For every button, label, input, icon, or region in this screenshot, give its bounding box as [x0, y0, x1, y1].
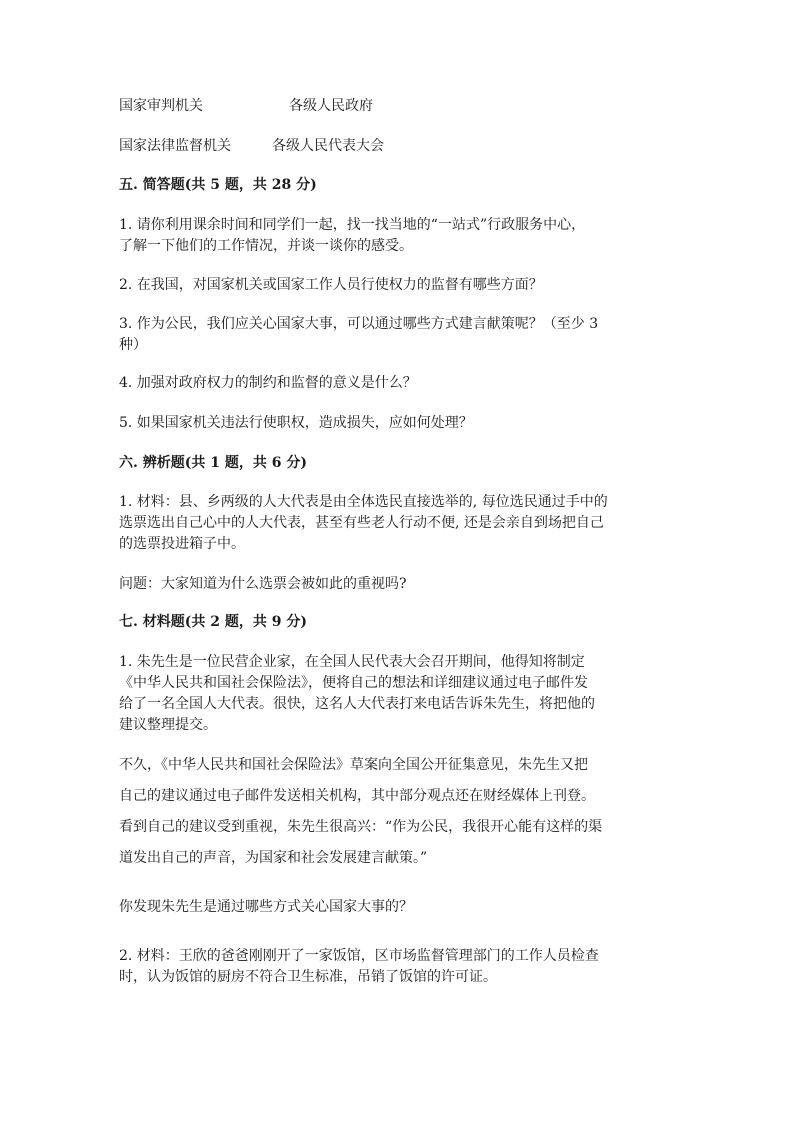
- option-text: 各级人民政府: [289, 98, 373, 114]
- question-7-1-prompt: 你发现朱先生是通过哪些方式关心国家大事的？: [119, 899, 413, 915]
- option-row-1: [119, 96, 373, 117]
- question-text-line: 《中华人民共和国社会保险法》，便将自己的想法和详细建议通过电子邮件发: [119, 675, 588, 691]
- section-title: 六. 辨析题(共 1 题，共 6 分): [119, 455, 307, 471]
- option-text: 国家审判机关: [119, 98, 203, 114]
- question-text-line: 2. 材料：王欣的爸爸刚刚开了一家饭馆，区市场监督管理部门的工作人员检查: [119, 948, 599, 964]
- question-6-prompt: 问题：大家知道为什么选票会被如此的重视吗?: [119, 576, 407, 592]
- question-text-line: 3. 作为公民，我们应关心国家大事，可以通过哪些方式建言献策呢？（至少 3: [119, 316, 599, 332]
- question-text-line: 自己的建议通过电子邮件发送相关机构，其中部分观点还在财经媒体上刊登。: [119, 788, 595, 804]
- question-text-line: 了解一下他们的工作情况，并谈一谈你的感受。: [119, 238, 413, 254]
- question-text-line: 给了一名全国人大代表。很快，这名人大代表打来电话告诉朱先生，将把他的: [119, 696, 595, 712]
- option-text: 国家法律监督机关: [119, 138, 231, 154]
- question-7-1: [119, 652, 595, 736]
- question-7-1-material: [119, 750, 602, 874]
- question-text-line: 1. 材料：县、乡两级的人大代表是由全体选民直接选举的, 每位选民通过手中的: [119, 494, 608, 510]
- question-text-line: 道发出自己的声音，为国家和社会发展建言献策。”: [119, 850, 428, 866]
- question-7-2: [119, 946, 599, 988]
- question-text-line: 不久，《中华人民共和国社会保险法》草案向全国公开征集意见，朱先生又把: [119, 757, 588, 773]
- question-text-line: 种）: [119, 337, 147, 353]
- question-text-line: 建议整理提交。: [119, 717, 217, 733]
- question-text-line: 的选票投进箱子中。: [119, 536, 245, 552]
- question-text-line: 选票选出自己心中的人大代表，甚至有些老人行动不便, 还是会亲自到场把自己: [119, 515, 604, 531]
- question-text-line: 1. 朱先生是一位民营企业家，在全国人民代表大会召开期间，他得知将制定: [119, 654, 585, 670]
- section-title: 七. 材料题(共 2 题，共 9 分): [119, 614, 307, 630]
- question-text-line: 看到自己的建议受到重视，朱先生很高兴：“作为公民，我很开心能有这样的渠: [119, 819, 603, 835]
- section-title: 五. 简答题(共 5 题，共 28 分): [119, 177, 317, 193]
- question-text-line: 时，认为饭馆的厨房不符合卫生标准，吊销了饭馆的许可证。: [119, 969, 497, 985]
- question-5-2: 2. 在我国，对国家机关或国家工作人员行使权力的监督有哪些方面？: [119, 277, 543, 293]
- option-text: 各级人民代表大会: [272, 138, 384, 154]
- question-5-5: 5. 如果国家机关违法行使职权，造成损失，应如何处理？: [119, 415, 473, 431]
- question-5-3: [119, 314, 598, 356]
- question-6-1: [119, 492, 608, 555]
- question-5-4: 4. 加强对政府权力的制约和监督的意义是什么？: [119, 375, 417, 391]
- question-5-1: [119, 215, 585, 257]
- option-row-2: [119, 136, 384, 157]
- question-text-line: 1. 请你利用课余时间和同学们一起，找一找当地的“一站式”行政服务中心，: [119, 217, 586, 233]
